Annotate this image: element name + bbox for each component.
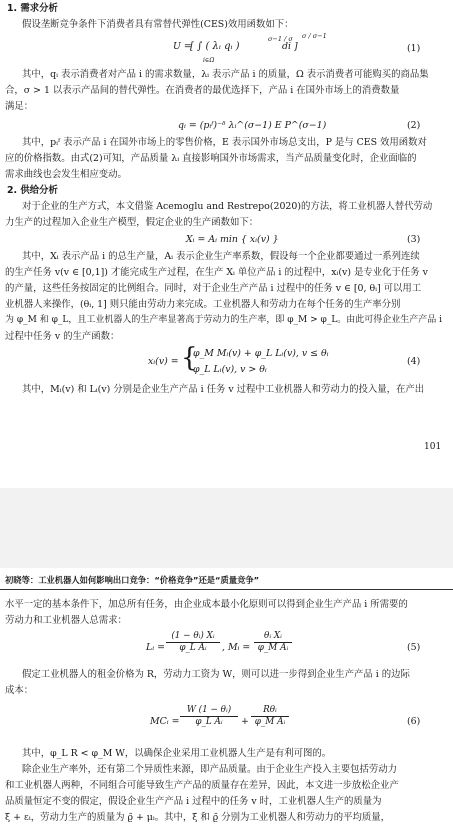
eq5-denominator-labor: φ_L Aᵢ bbox=[179, 643, 207, 653]
eq1-number: (1) bbox=[407, 43, 421, 54]
eq6-plus: + bbox=[241, 716, 249, 727]
journal-page-102 bbox=[0, 568, 453, 834]
paragraph-line: 其中，Mᵢ(v) 和 Lᵢ(v) 分别是企业生产产品 i 任务 v 过程中工业机器人和劳动力的投入量，在产出 bbox=[22, 384, 425, 395]
paragraph-line: 成本： bbox=[5, 685, 34, 696]
paragraph-line: 其中，φ_L R < φ_M W，以确保企业采用工业机器人生产是有利可图的。 bbox=[22, 748, 332, 759]
eq6-numerator-robot: Rθᵢ bbox=[251, 705, 289, 717]
header-rule bbox=[0, 589, 453, 590]
eq1-lower-limit: i∈Ω bbox=[203, 57, 215, 64]
eq6-denominator-robot: φ_M Aᵢ bbox=[254, 717, 286, 727]
equation-2: qᵢ = (pᵢᶠ)⁻ᵟ λᵢ^(σ−1) E P^(σ−1) bbox=[178, 120, 327, 131]
paragraph-line: 假设垄断竞争条件下消费者具有常替代弹性(CES)效用函数如下： bbox=[22, 19, 294, 30]
paragraph-line: 需求曲线也会发生相应变动。 bbox=[5, 169, 127, 180]
page-number: 101 bbox=[424, 442, 442, 452]
paragraph-line: 应的价格指数。由式(2)可知，产品质量 λᵢ 直接影响国外市场需求，当产品质量变化时，企业面临的 bbox=[5, 153, 417, 164]
paragraph-line: 劳动力和工业机器人总需求： bbox=[5, 615, 127, 626]
paragraph-line: 业机器人来操作，(θᵢ, 1] 则只能由劳动力来完成。工业机器人和劳动力在每个任务的生产率分别 bbox=[5, 299, 401, 310]
paragraph-line: 的产量，这些任务按固定的比例组合。同时，对于企业生产产品 i 过程中的任务 v ∈ [0, θᵢ] 可以用工 bbox=[5, 283, 422, 294]
running-head: 初晓等：工业机器人如何影响出口竞争：“价格竞争”还是“质量竞争” bbox=[5, 575, 260, 585]
eq2-number: (2) bbox=[407, 120, 421, 131]
paragraph-line: 力生产的过程加入企业生产模型，假定企业的生产函数如下： bbox=[5, 217, 259, 228]
eq6-denominator-labor: φ_L Aᵢ bbox=[195, 717, 223, 727]
paragraph-line: 假定工业机器人的租金价格为 R，劳动力工资为 W，则可以进一步得到企业生产产品 i 的边际 bbox=[22, 669, 410, 680]
eq1-inner-exponent: σ−1 / σ bbox=[268, 35, 293, 43]
eq5-fraction-robot bbox=[254, 631, 292, 654]
eq4-brace: { bbox=[181, 343, 198, 373]
page-gap bbox=[0, 488, 453, 568]
paragraph-line: 其中，pᵢᶠ 表示产品 i 在国外市场上的零售价格，E 表示国外市场总支出，P 是与 CES 效用函数对 bbox=[22, 137, 427, 148]
paragraph-line: ξ̄ + εᵢ，劳动力生产的质量为 ϱ̄ + μᵢ。其中，ξ̄ 和 ϱ̄ 分别为工业机器人和劳动力的平均质量， bbox=[5, 812, 391, 823]
eq6-number: (6) bbox=[407, 716, 421, 727]
paragraph-line: 过程中任务 v 的生产函数： bbox=[5, 331, 120, 342]
eq5-numerator-robot: θᵢ Xᵢ bbox=[254, 631, 292, 643]
eq6-numerator-labor: W (1 − θᵢ) bbox=[180, 705, 238, 717]
paragraph-line: 合，σ > 1 以表示产品间的替代弹性。在消费者的最优选择下，产品 i 在国外市场上的消费数量 bbox=[5, 85, 400, 96]
eq4-number: (4) bbox=[407, 356, 421, 367]
eq1-lhs: U = bbox=[173, 41, 192, 52]
eq5-fraction-labor bbox=[166, 631, 220, 654]
eq1-integral: [ ∫ ( λᵢ qᵢ ) bbox=[190, 41, 240, 52]
section-heading-demand: 1. 需求分析 bbox=[7, 3, 58, 14]
eq6-lhs: MCᵢ = bbox=[150, 716, 180, 727]
paragraph-line: 品质量恒定不变的假定，假设企业生产产品 i 过程中的任务 v 时，工业机器人生产的质量为 bbox=[5, 796, 382, 807]
eq5-lhs-labor: Lᵢ = bbox=[146, 642, 165, 653]
eq1-outer-exponent: σ / σ−1 bbox=[302, 32, 327, 40]
paragraph-line: 其中，qᵢ 表示消费者对产品 i 的需求数量，λᵢ 表示产品 i 的质量，Ω 表示消费者可能购买的商品集 bbox=[22, 69, 429, 80]
equation-3: Xᵢ = Aᵢ min { xᵢ(v) } bbox=[186, 234, 279, 245]
eq4-case-1: φ_M Mᵢ(v) + φ_L Lᵢ(v), v ≤ θᵢ bbox=[193, 348, 329, 359]
eq5-number: (5) bbox=[407, 642, 421, 653]
eq5-numerator-labor: (1 − θᵢ) Xᵢ bbox=[166, 631, 220, 643]
eq4-lhs: xᵢ(v) = bbox=[148, 356, 179, 367]
eq5-lhs-robot: , Mᵢ = bbox=[222, 642, 251, 653]
section-heading-supply: 2. 供给分析 bbox=[7, 185, 58, 196]
paragraph-line: 水平一定的基本条件下，加总所有任务，由企业成本最小化原则可以得到企业生产产品 i 所需要的 bbox=[5, 599, 408, 610]
eq6-fraction-robot bbox=[251, 705, 289, 728]
paragraph-line: 为 φ_M 和 φ_L，且工业机器人的生产率显著高于劳动力的生产率，即 φ_M > φ_L。由此可得企业生产产品 i bbox=[5, 315, 443, 325]
eq1-di: di ] bbox=[282, 41, 298, 52]
eq4-case-2: φ_L Lᵢ(v), v > θᵢ bbox=[193, 364, 267, 375]
eq5-denominator-robot: φ_M Aᵢ bbox=[257, 643, 289, 653]
eq6-fraction-labor bbox=[180, 705, 238, 728]
paragraph-line: 其中，Xᵢ 表示产品 i 的总生产量，Aᵢ 表示企业生产率系数，假设每一个企业都要通过一系列连续 bbox=[22, 251, 420, 262]
paragraph-line: 满足： bbox=[5, 101, 34, 112]
paragraph-line: 的生产任务 v(v ∈ [0,1]) 才能完成生产过程，在生产 Xᵢ 单位产品 i 的过程中，xᵢ(v) 是专业化于任务 v bbox=[5, 267, 428, 278]
paragraph-line: 对于企业的生产方式，本文借鉴 Acemoglu and Restrepo(2020)的方法，将工业机器人替代劳动 bbox=[22, 201, 433, 212]
paragraph-line: 除企业生产率外，还有第二个异质性来源，即产品质量。由于企业生产投入主要包括劳动力 bbox=[22, 764, 398, 775]
paragraph-line: 和工业机器人两种，不同组合可能导致生产产品的质量存在差异，因此，本文进一步放松企业产 bbox=[5, 780, 399, 791]
eq3-number: (3) bbox=[407, 234, 421, 245]
